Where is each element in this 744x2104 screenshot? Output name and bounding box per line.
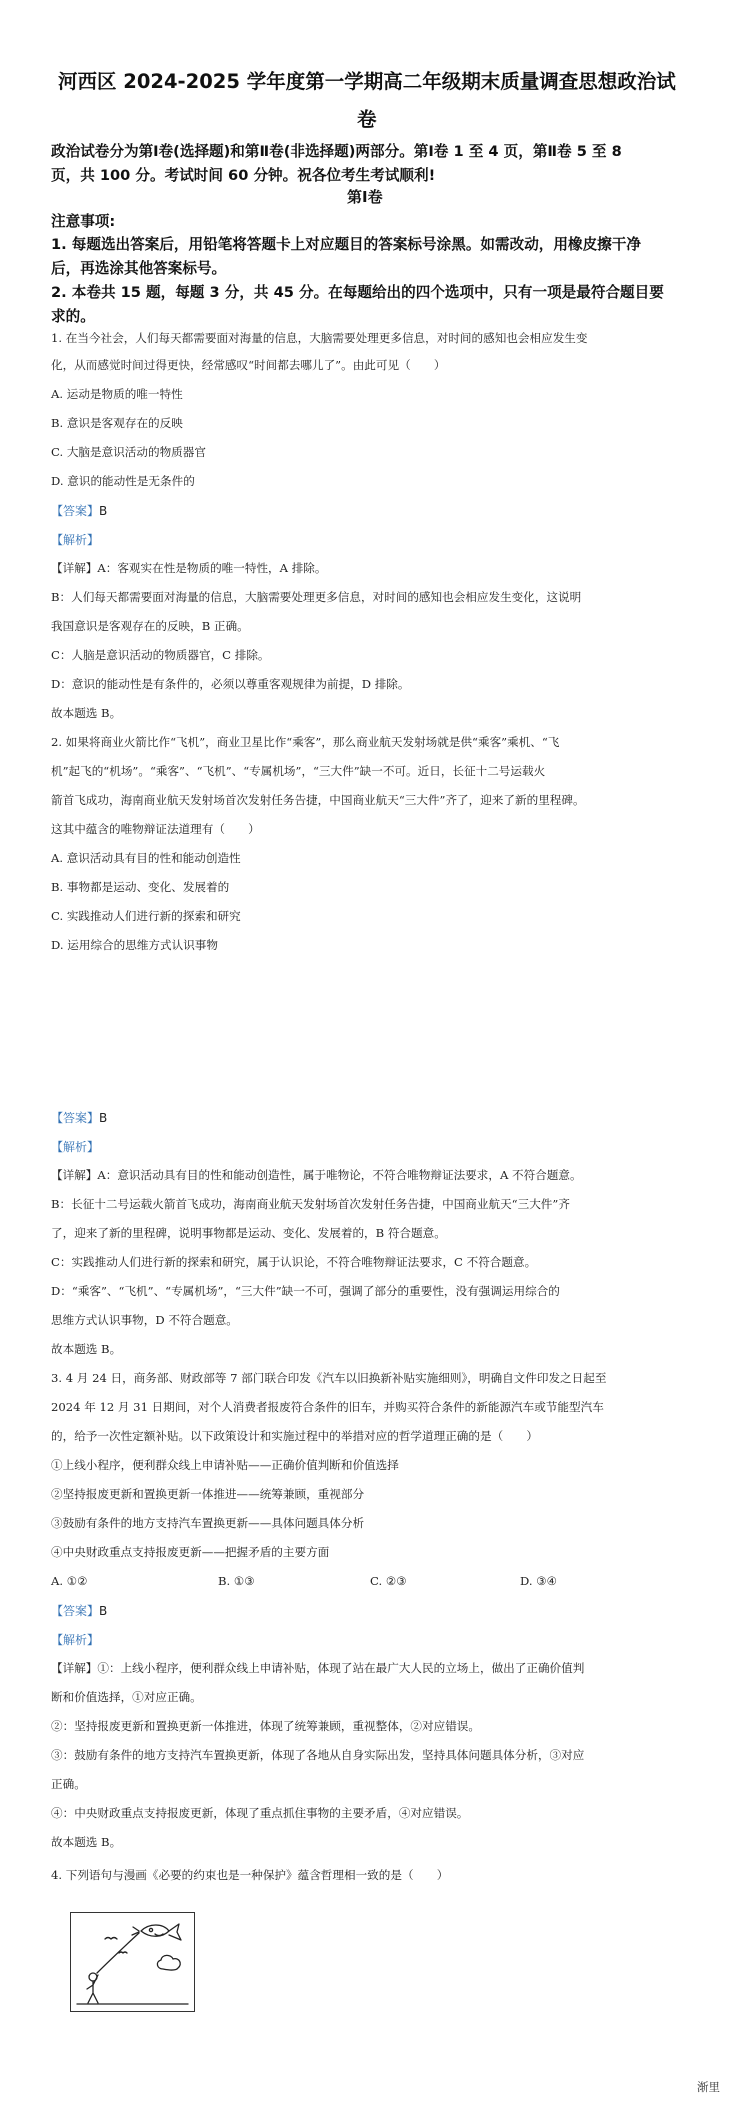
q3-stem-line3: 的，给予一次性定额补贴。以下政策设计和实施过程中的举措对应的哲学道理正确的是（ ） bbox=[51, 1429, 538, 1443]
note-2-line1: 2. 本卷共 15 题，每题 3 分，共 45 分。在每题给出的四个选项中，只有一项是最符合题目要 bbox=[51, 284, 664, 301]
q2-answer-label: 【答案】 bbox=[51, 1111, 100, 1125]
q4-stem: 4. 下列语句与漫画《必要的约束也是一种保护》蕴含哲理相一致的是（ ） bbox=[51, 1868, 449, 1882]
q1-detail-line2: B：人们每天都需要面对海量的信息，大脑需要处理更多信息，对时间的感知也会相应发生变化，这说明 bbox=[51, 590, 582, 604]
q3-option-b: B. ①③ bbox=[218, 1574, 255, 1588]
q3-option-a: A. ①② bbox=[51, 1574, 88, 1588]
q2-analysis-label: 【解析】 bbox=[51, 1140, 100, 1154]
q2-detail-line4: C：实践推动人们进行新的探索和研究，属于认识论，不符合唯物辩证法要求，C 不符合题意。 bbox=[51, 1255, 537, 1269]
q3-detail-line1: 【详解】①：上线小程序，便利群众线上申请补贴，体现了站在最广大人民的立场上，做出了正确价值判 bbox=[51, 1661, 585, 1675]
q1-option-a: A. 运动是物质的唯一特性 bbox=[51, 387, 183, 401]
q3-option-c: C. ②③ bbox=[370, 1574, 407, 1588]
q3-detail-line5: 正确。 bbox=[51, 1777, 86, 1791]
q1-stem-line2: 化，从而感觉时间过得更快，经常感叹“时间都去哪儿了”。由此可见（ ） bbox=[51, 358, 446, 372]
q3-statement-4: ④中央财政重点支持报废更新——把握矛盾的主要方面 bbox=[51, 1545, 330, 1559]
q3-answer-value: B bbox=[99, 1604, 108, 1618]
q3-answer-label: 【答案】 bbox=[51, 1604, 100, 1618]
q3-analysis-label: 【解析】 bbox=[51, 1633, 100, 1647]
q1-detail-line1: 【详解】A：客观实在性是物质的唯一特性，A 排除。 bbox=[51, 561, 327, 575]
q2-answer bbox=[51, 1109, 107, 1126]
q3-detail-line3: ②：坚持报废更新和置换更新一体推进，体现了统筹兼顾，重视整体，②对应错误。 bbox=[51, 1719, 480, 1733]
q2-answer-value: B bbox=[99, 1111, 108, 1125]
q2-detail-line6: 思维方式认识事物，D 不符合题意。 bbox=[51, 1313, 238, 1327]
q3-statement-2: ②坚持报废更新和置换更新一体推进——统筹兼顾，重视部分 bbox=[51, 1487, 365, 1501]
q2-detail-line1: 【详解】A：意识活动具有目的性和能动创造性，属于唯物论，不符合唯物辩证法要求，A 不符合题意。 bbox=[51, 1168, 582, 1182]
footer-watermark: 渐里 bbox=[697, 2080, 720, 2094]
q2-conclusion: 故本题选 B。 bbox=[51, 1342, 122, 1356]
q2-detail-line5: D：“乘客”、“飞机”、“专属机场”，“三大件”缺一不可，强调了部分的重要性，没有强调运用综合的 bbox=[51, 1284, 560, 1298]
q1-detail-line5: D：意识的能动性是有条件的，必须以尊重客观规律为前提，D 排除。 bbox=[51, 677, 410, 691]
note-2-line2: 求的。 bbox=[51, 308, 95, 325]
page-title-line2: 卷 bbox=[357, 108, 377, 131]
q1-option-c: C. 大脑是意识活动的物质器官 bbox=[51, 445, 206, 459]
q3-statement-1: ①上线小程序，便利群众线上申请补贴——正确价值判断和价值选择 bbox=[51, 1458, 399, 1472]
section-title: 第Ⅰ卷 bbox=[347, 188, 383, 206]
q2-option-a: A. 意识活动具有目的性和能动创造性 bbox=[51, 851, 241, 865]
page-title-line1: 河西区 2024-2025 学年度第一学期高二年级期末质量调查思想政治试 bbox=[58, 70, 676, 93]
q1-conclusion: 故本题选 B。 bbox=[51, 706, 122, 720]
q2-option-d: D. 运用综合的思维方式认识事物 bbox=[51, 938, 218, 952]
q3-stem-line2: 2024 年 12 月 31 日期间，对个人消费者报废符合条件的旧车，并购买符合条件的新能源汽车或节能型汽车 bbox=[51, 1400, 604, 1414]
q2-stem-line4: 这其中蕴含的唯物辩证法道理有（ ） bbox=[51, 822, 260, 836]
notes-heading: 注意事项: bbox=[51, 213, 116, 230]
q1-detail-line4: C：人脑是意识活动的物质器官，C 排除。 bbox=[51, 648, 270, 662]
q3-stem-line1: 3. 4 月 24 日，商务部、财政部等 7 部门联合印发《汽车以旧换新补贴实施细则》，明确自文件印发之日起至 bbox=[51, 1371, 607, 1385]
q3-conclusion: 故本题选 B。 bbox=[51, 1835, 122, 1849]
q2-stem-line1: 2. 如果将商业火箭比作“飞机”，商业卫星比作“乘客”，那么商业航天发射场就是供“乘客”乘机、“飞 bbox=[51, 735, 560, 749]
q2-option-c: C. 实践推动人们进行新的探索和研究 bbox=[51, 909, 241, 923]
q3-answer bbox=[51, 1602, 107, 1619]
q2-stem-line3: 箭首飞成功，海南商业航天发射场首次发射任务告捷，中国商业航天“三大件”齐了，迎来了新的里程碑。 bbox=[51, 793, 585, 807]
cartoon-image bbox=[70, 1912, 195, 2012]
q1-answer bbox=[51, 502, 107, 519]
q1-option-d: D. 意识的能动性是无条件的 bbox=[51, 474, 195, 488]
q1-answer-label: 【答案】 bbox=[51, 504, 100, 518]
note-1-line1: 1. 每题选出答案后，用铅笔将答题卡上对应题目的答案标号涂黑。如需改动，用橡皮擦干净 bbox=[51, 236, 641, 253]
q2-option-b: B. 事物都是运动、变化、发展着的 bbox=[51, 880, 230, 894]
q2-stem-line2: 机”起飞的“机场”。“乘客”、“飞机”、“专属机场”，“三大件”缺一不可。近日，长征十二号运载火 bbox=[51, 764, 546, 778]
intro-line1: 政治试卷分为第Ⅰ卷(选择题)和第Ⅱ卷(非选择题)两部分。第Ⅰ卷 1 至 4 页，第Ⅱ卷 5 至 8 bbox=[51, 143, 622, 160]
q1-analysis-label: 【解析】 bbox=[51, 533, 100, 547]
kite-cartoon-icon bbox=[71, 1913, 194, 2011]
q1-detail-line3: 我国意识是客观存在的反映，B 正确。 bbox=[51, 619, 249, 633]
q1-answer-value: B bbox=[99, 504, 108, 518]
q1-option-b: B. 意识是客观存在的反映 bbox=[51, 416, 183, 430]
intro-line2: 页，共 100 分。考试时间 60 分钟。祝各位考生考试顺利! bbox=[51, 167, 436, 184]
q1-stem-line1: 1. 在当今社会，人们每天都需要面对海量的信息，大脑需要处理更多信息，对时间的感知也会相应发生变 bbox=[51, 331, 588, 345]
q3-detail-line6: ④：中央财政重点支持报废更新，体现了重点抓住事物的主要矛盾，④对应错误。 bbox=[51, 1806, 469, 1820]
q3-option-d: D. ③④ bbox=[520, 1574, 558, 1588]
q3-detail-line2: 断和价值选择，①对应正确。 bbox=[51, 1690, 202, 1704]
note-1-line2: 后，再选涂其他答案标号。 bbox=[51, 260, 227, 277]
q2-detail-line3: 了，迎来了新的里程碑，说明事物都是运动、变化、发展着的，B 符合题意。 bbox=[51, 1226, 446, 1240]
q3-detail-line4: ③：鼓励有条件的地方支持汽车置换更新，体现了各地从自身实际出发，坚持具体问题具体分析，③对应 bbox=[51, 1748, 585, 1762]
q2-detail-line2: B：长征十二号运载火箭首飞成功，海南商业航天发射场首次发射任务告捷，中国商业航天“三大件”齐 bbox=[51, 1197, 570, 1211]
q3-statement-3: ③鼓励有条件的地方支持汽车置换更新——具体问题具体分析 bbox=[51, 1516, 365, 1530]
